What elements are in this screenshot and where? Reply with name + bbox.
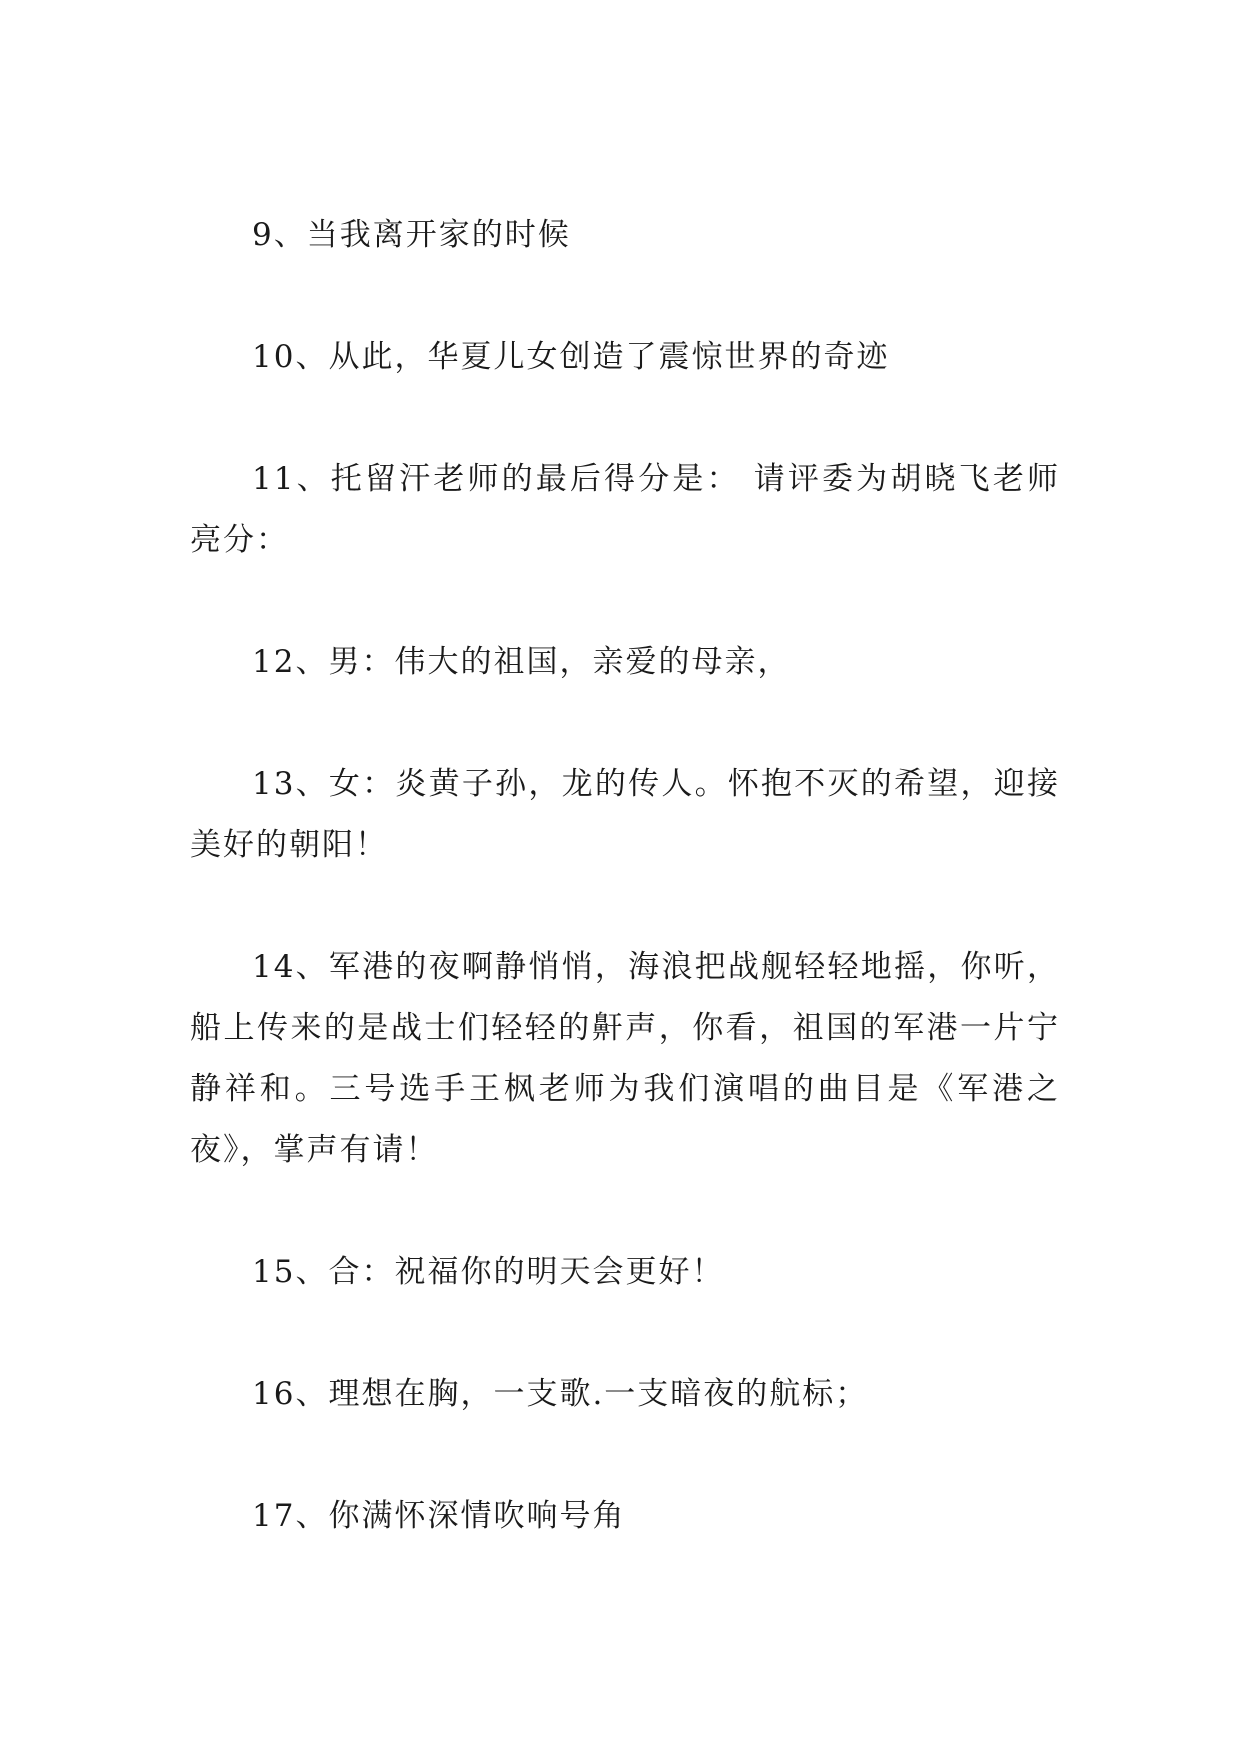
paragraph-9: 9、当我离开家的时候 <box>252 217 571 253</box>
paragraph-14: 14、军港的夜啊静悄悄，海浪把战舰轻轻地摇，你听，船上传来的是战士们轻轻的鼾声，你看，祖国的军港一片宁静祥和。三号选手王枫老师为我们演唱的曲目是《军港之夜》，掌声有请！ <box>190 949 1060 1168</box>
paragraph-10: 10、从此，华夏儿女创造了震惊世界的奇迹 <box>252 339 890 375</box>
paragraph-16: 16、理想在胸，一支歌.一支暗夜的航标； <box>252 1376 869 1412</box>
paragraph-15: 15、合：祝福你的明天会更好！ <box>252 1254 725 1290</box>
paragraph-17: 17、你满怀深情吹响号角 <box>252 1498 626 1534</box>
paragraph-12: 12、男：伟大的祖国，亲爱的母亲， <box>252 644 791 680</box>
paragraph-13: 13、女：炎黄子孙，龙的传人。怀抱不灭的希望，迎接美好的朝阳！ <box>190 766 1060 863</box>
paragraph-11: 11、托留汗老师的最后得分是： 请评委为胡晓飞老师亮分： <box>190 461 1060 558</box>
